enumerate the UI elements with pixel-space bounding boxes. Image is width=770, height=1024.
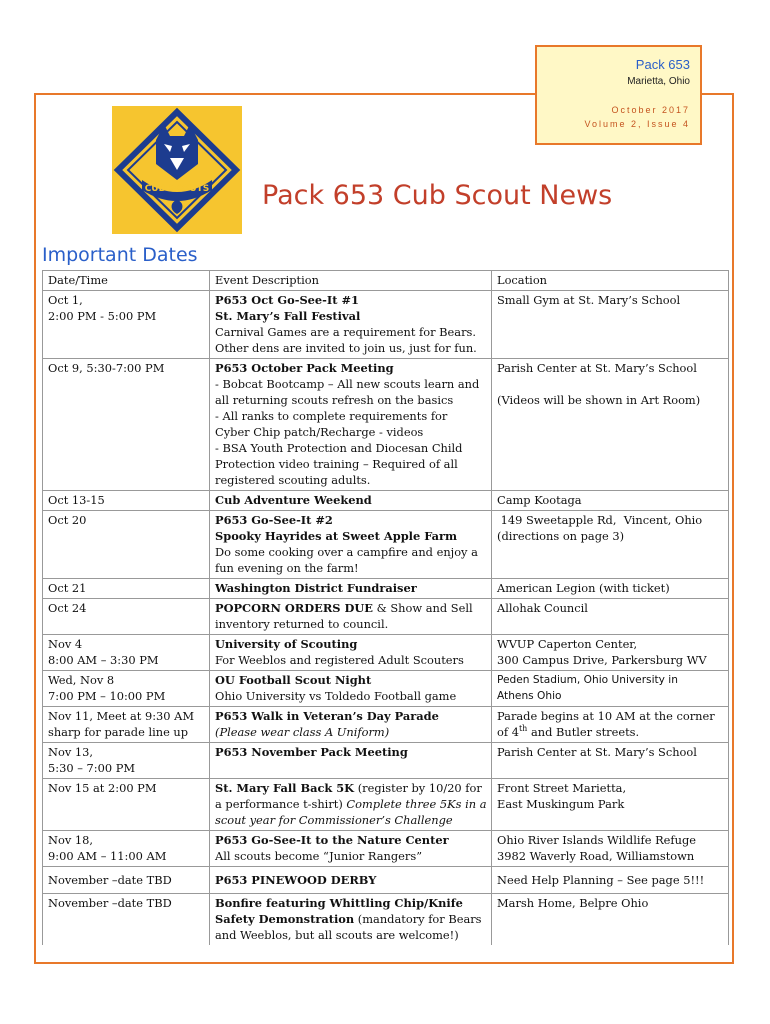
row-location	[492, 779, 729, 831]
date-line: 8:00 AM – 3:30 PM	[48, 653, 159, 667]
table-row	[43, 491, 729, 511]
row-date	[43, 579, 210, 599]
location-line: Parish Center at St. Mary’s School	[497, 745, 697, 759]
pack-city: Marietta, Ohio	[627, 76, 690, 87]
event-detail: all returning scouts refresh on the basics	[215, 393, 454, 407]
table-row	[43, 511, 729, 579]
event-detail: - Bobcat Bootcamp – All new scouts learn and	[215, 377, 480, 391]
event-detail: Do some cooking over a campfire and enjoy a	[215, 545, 478, 559]
issue-volume: Volume 2, Issue 4	[584, 119, 690, 129]
event-title: P653 Oct Go-See-It #1	[215, 293, 359, 307]
location-line: Marsh Home, Belpre Ohio	[497, 896, 649, 910]
event-title: St. Mary’s Fall Festival	[215, 309, 361, 323]
table-row	[43, 894, 729, 946]
event-title: P653 Go-See-It to the Nature Center	[215, 833, 449, 847]
date-line: Oct 1,	[48, 293, 83, 307]
date-line: Oct 13-15	[48, 493, 105, 507]
row-location	[492, 491, 729, 511]
location-line: Allohak Council	[497, 601, 588, 615]
row-date	[43, 831, 210, 867]
event-title: P653 PINEWOOD DERBY	[215, 873, 377, 887]
cub-scout-logo	[112, 106, 242, 234]
date-line: 5:30 – 7:00 PM	[48, 761, 136, 775]
date-line: Nov 4	[48, 637, 83, 651]
event-title: Cub Adventure Weekend	[215, 493, 372, 507]
event-title: P653 November Pack Meeting	[215, 745, 408, 759]
date-line: Oct 24	[48, 601, 87, 615]
event-detail: scout year for Commissioner’s Challenge	[215, 813, 453, 827]
row-date	[43, 743, 210, 779]
location-line: 300 Campus Drive, Parkersburg WV	[497, 653, 707, 667]
row-event	[210, 579, 492, 599]
date-line: Oct 21	[48, 581, 87, 595]
location-line: of 4	[497, 725, 519, 739]
event-title: P653 October Pack Meeting	[215, 361, 394, 375]
row-event	[210, 707, 492, 743]
date-line: Nov 18,	[48, 833, 93, 847]
location-line: Ohio River Islands Wildlife Refuge	[497, 833, 696, 847]
event-detail: and Weeblos, but all scouts are welcome!)	[215, 928, 459, 942]
row-location	[492, 743, 729, 779]
row-event	[210, 779, 492, 831]
row-location	[492, 359, 729, 491]
row-location	[492, 579, 729, 599]
event-detail: Other dens are invited to join us, just for fun.	[215, 341, 477, 355]
row-location	[492, 511, 729, 579]
table-row	[43, 707, 729, 743]
row-date	[43, 671, 210, 707]
section-heading: Important Dates	[42, 244, 198, 266]
location-line: American Legion (with ticket)	[497, 581, 670, 595]
table-row	[43, 579, 729, 599]
event-title: Safety Demonstration	[215, 912, 355, 926]
header-location: Location	[492, 271, 729, 291]
row-event	[210, 894, 492, 946]
row-date	[43, 779, 210, 831]
table-row	[43, 743, 729, 779]
table-row	[43, 779, 729, 831]
header-event: Event Description	[210, 271, 492, 291]
location-line: and Butler streets.	[527, 725, 640, 739]
date-line: November –date TBD	[48, 873, 172, 887]
row-event	[210, 831, 492, 867]
row-date	[43, 894, 210, 946]
event-title: P653 Walk in Veteran’s Day Parade	[215, 709, 439, 723]
date-line: Oct 20	[48, 513, 87, 527]
event-detail: Complete three 5Ks in a	[346, 797, 487, 811]
table-header-row	[43, 271, 729, 291]
row-location	[492, 635, 729, 671]
row-date	[43, 291, 210, 359]
table-row	[43, 291, 729, 359]
pack-name: Pack 653	[635, 57, 690, 72]
table-row	[43, 671, 729, 707]
date-line: November –date TBD	[48, 896, 172, 910]
row-date	[43, 635, 210, 671]
event-detail: (register by 10/20 for	[354, 781, 482, 795]
table-row	[43, 635, 729, 671]
event-title: POPCORN ORDERS DUE	[215, 601, 373, 615]
location-line: Need Help Planning – See page 5!!!	[497, 873, 705, 887]
location-line: Athens Ohio	[497, 690, 562, 702]
row-date	[43, 491, 210, 511]
cub-scout-logo-icon	[112, 106, 242, 234]
date-line: Nov 15 at 2:00 PM	[48, 781, 157, 795]
date-line: Oct 9, 5:30-7:00 PM	[48, 361, 165, 375]
newsletter-info-box	[535, 45, 702, 145]
location-line: 149 Sweetapple Rd, Vincent, Ohio	[497, 513, 703, 527]
row-date	[43, 511, 210, 579]
event-detail: registered scouting adults.	[215, 473, 371, 487]
location-line: WVUP Caperton Center,	[497, 637, 638, 651]
row-location	[492, 671, 729, 707]
event-title: OU Football Scout Night	[215, 673, 372, 687]
row-event	[210, 511, 492, 579]
event-title: Bonfire featuring Whittling Chip/Knife	[215, 896, 463, 910]
event-detail: fun evening on the farm!	[215, 561, 359, 575]
newsletter-title: Pack 653 Cub Scout News	[262, 180, 613, 211]
row-date	[43, 359, 210, 491]
row-location	[492, 831, 729, 867]
row-date	[43, 599, 210, 635]
row-event	[210, 291, 492, 359]
event-detail: & Show and Sell	[372, 601, 473, 615]
row-location	[492, 599, 729, 635]
location-line: Parish Center at St. Mary’s School	[497, 361, 697, 375]
issue-month: October 2017	[611, 105, 690, 115]
location-line: (Videos will be shown in Art Room)	[497, 393, 701, 407]
event-detail: Cyber Chip patch/Recharge - videos	[215, 425, 424, 439]
location-line: Parade begins at 10 AM at the corner	[497, 709, 715, 723]
ordinal-suffix: th	[518, 724, 528, 734]
location-line: Peden Stadium, Ohio University in	[497, 674, 678, 686]
location-line: (directions on page 3)	[497, 529, 625, 543]
row-event	[210, 671, 492, 707]
row-date	[43, 867, 210, 894]
row-location	[492, 867, 729, 894]
event-detail: For Weeblos and registered Adult Scouters	[215, 653, 464, 667]
important-dates-table	[42, 270, 729, 945]
row-event	[210, 599, 492, 635]
event-detail: (mandatory for Bears	[354, 912, 482, 926]
date-line: sharp for parade line up	[48, 725, 189, 739]
location-line: Front Street Marietta,	[497, 781, 627, 795]
table-row	[43, 359, 729, 491]
event-detail: - All ranks to complete requirements for	[215, 409, 448, 423]
location-line: Small Gym at St. Mary’s School	[497, 293, 681, 307]
date-line: 2:00 PM - 5:00 PM	[48, 309, 157, 323]
event-detail: - BSA Youth Protection and Diocesan Child	[215, 441, 463, 455]
date-line: Wed, Nov 8	[48, 673, 115, 687]
event-detail: (Please wear class A Uniform)	[215, 725, 390, 739]
table-row	[43, 831, 729, 867]
location-line: Camp Kootaga	[497, 493, 582, 507]
event-title: Spooky Hayrides at Sweet Apple Farm	[215, 529, 458, 543]
location-line: 3982 Waverly Road, Williamstown	[497, 849, 695, 863]
row-location	[492, 291, 729, 359]
date-line: Nov 13,	[48, 745, 93, 759]
row-event	[210, 635, 492, 671]
event-detail: All scouts become “Junior Rangers”	[215, 849, 423, 863]
row-event	[210, 867, 492, 894]
event-detail: Protection video training – Required of all	[215, 457, 458, 471]
event-title: Washington District Fundraiser	[215, 581, 417, 595]
row-date	[43, 707, 210, 743]
row-event	[210, 491, 492, 511]
table-row	[43, 599, 729, 635]
logo-text: CUB SCOUTS	[144, 184, 210, 194]
event-title: University of Scouting	[215, 637, 358, 651]
event-detail: a performance t-shirt)	[215, 797, 347, 811]
event-detail: Ohio University vs Toldedo Football game	[215, 689, 457, 703]
row-event	[210, 743, 492, 779]
row-location	[492, 707, 729, 743]
table-row	[43, 867, 729, 894]
event-title: St. Mary Fall Back 5K	[215, 781, 355, 795]
event-detail: inventory returned to council.	[215, 617, 389, 631]
row-location	[492, 894, 729, 946]
event-detail: Carnival Games are a requirement for Bears.	[215, 325, 477, 339]
event-title: P653 Go-See-It #2	[215, 513, 333, 527]
header-date: Date/Time	[43, 271, 210, 291]
location-line: East Muskingum Park	[497, 797, 625, 811]
date-line: Nov 11, Meet at 9:30 AM	[48, 709, 195, 723]
row-event	[210, 359, 492, 491]
date-line: 9:00 AM – 11:00 AM	[48, 849, 167, 863]
date-line: 7:00 PM – 10:00 PM	[48, 689, 166, 703]
